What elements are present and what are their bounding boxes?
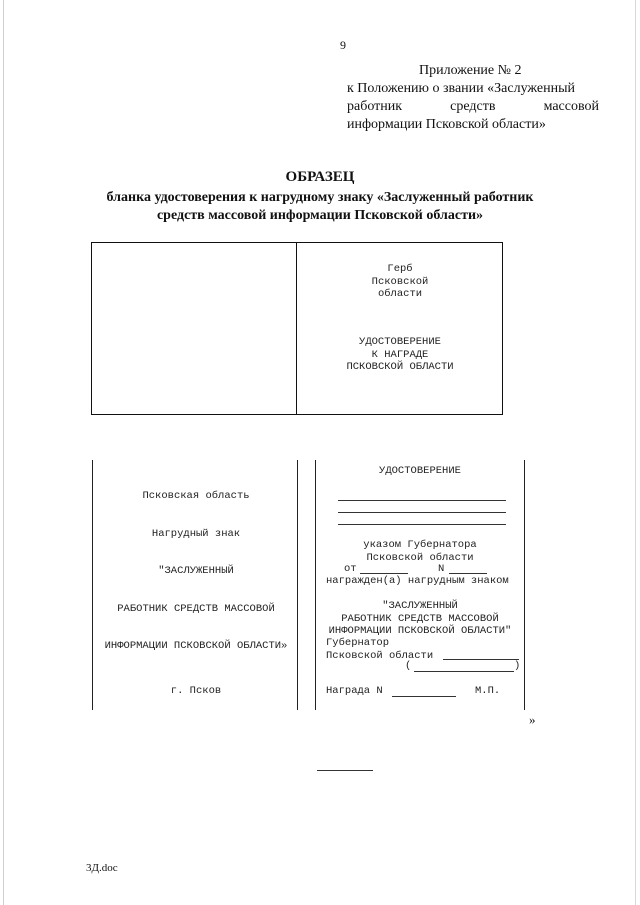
decree-number-blank bbox=[449, 573, 487, 574]
footnote-separator bbox=[317, 770, 373, 771]
appendix-header bbox=[347, 62, 599, 134]
heading-subtitle-line-2: средств массовой информации Псковской области» bbox=[156, 208, 484, 223]
cover-emblem-line: Герб bbox=[387, 263, 413, 275]
closing-quote: » bbox=[529, 712, 536, 727]
inner-left-line: Псковская область bbox=[142, 490, 250, 502]
appendix-title: Приложение № 2 bbox=[419, 63, 522, 78]
inner-right-title: УДОСТОВЕРЕНИЕ bbox=[379, 465, 461, 477]
award-number-label: Награда N bbox=[326, 685, 383, 697]
inner-fold-line-right bbox=[315, 460, 316, 710]
awarded-text: награжден(а) нагрудным знаком bbox=[326, 575, 509, 587]
governor-line: Псковской области bbox=[326, 649, 434, 662]
decree-date-blank bbox=[360, 573, 408, 574]
appendix-word: массовой bbox=[543, 99, 599, 114]
cover-emblem-caption bbox=[296, 263, 504, 301]
cover-title-line: УДОСТОВЕРЕНИЕ bbox=[359, 336, 441, 348]
page-edge-left bbox=[3, 0, 4, 905]
name-blank-line bbox=[338, 512, 506, 513]
decree-number-label: N bbox=[438, 563, 445, 575]
file-name: 3Д.doc bbox=[86, 862, 118, 874]
inner-left-line: РАБОТНИК СРЕДСТВ МАССОВОЙ bbox=[117, 602, 275, 615]
appendix-line-2 bbox=[347, 98, 599, 116]
inner-left-line: "ЗАСЛУЖЕННЫЙ bbox=[158, 565, 234, 577]
inner-left-caption bbox=[100, 465, 292, 665]
appendix-line-3: информации Псковской области» bbox=[347, 117, 546, 132]
inner-right-border bbox=[524, 460, 525, 710]
badge-name-line: "ЗАСЛУЖЕННЫЙ bbox=[382, 600, 458, 612]
decree-line: Псковской области bbox=[366, 551, 474, 564]
page-number: 9 bbox=[340, 38, 346, 52]
decree-block bbox=[320, 539, 520, 564]
badge-name-block bbox=[320, 600, 520, 638]
award-number-blank bbox=[392, 696, 456, 697]
appendix-word: средств bbox=[450, 99, 496, 114]
heading-subtitle-line-1: бланка удостоверения к нагрудному знаку «Заслуженный работник bbox=[106, 190, 534, 205]
cover-emblem-line: области bbox=[377, 288, 423, 300]
cover-title-line: ПСКОВСКОЙ ОБЛАСТИ bbox=[346, 361, 454, 373]
document-heading bbox=[60, 168, 580, 225]
inner-left-line: Нагрудный знак bbox=[151, 527, 241, 540]
heading-title: ОБРАЗЕЦ bbox=[285, 169, 355, 185]
inner-fold-line-left bbox=[297, 460, 298, 710]
page-edge-right bbox=[635, 0, 636, 905]
signature-open-paren: ( bbox=[405, 660, 412, 672]
appendix-word: работник bbox=[347, 99, 403, 114]
cover-emblem-line: Псковской bbox=[371, 275, 429, 288]
signature-close-paren: ) bbox=[514, 660, 521, 672]
governor-block bbox=[326, 637, 433, 662]
appendix-line-1: к Положению о звании «Заслуженный bbox=[347, 81, 575, 96]
inner-left-border bbox=[92, 460, 93, 710]
cover-title bbox=[296, 336, 504, 374]
inner-left-city: г. Псков bbox=[170, 685, 222, 697]
badge-name-line: ИНФОРМАЦИИ ПСКОВСКОЙ ОБЛАСТИ" bbox=[328, 625, 512, 637]
cover-title-line: К НАГРАДЕ bbox=[371, 348, 429, 361]
signature-name-blank bbox=[414, 671, 514, 672]
decree-from-label: от bbox=[344, 563, 357, 575]
seal-label: М.П. bbox=[475, 685, 501, 697]
decree-line: указом Губернатора bbox=[363, 539, 477, 551]
governor-signature-blank bbox=[443, 659, 519, 660]
inner-left-line: ИНФОРМАЦИИ ПСКОВСКОЙ ОБЛАСТИ» bbox=[104, 640, 288, 652]
badge-name-line: РАБОТНИК СРЕДСТВ МАССОВОЙ bbox=[341, 612, 499, 625]
name-blank-line bbox=[338, 524, 506, 525]
governor-line: Губернатор bbox=[326, 637, 390, 649]
name-blank-line bbox=[338, 500, 506, 501]
